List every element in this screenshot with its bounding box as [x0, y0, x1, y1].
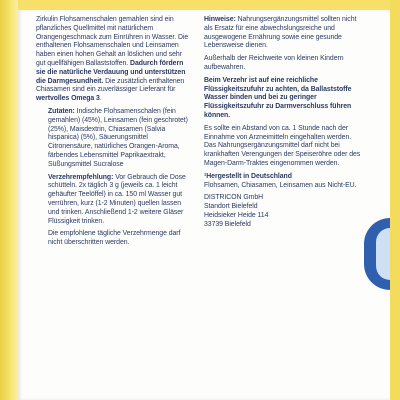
product-description: [36, 16, 192, 104]
description-text: Zirkulin Flohsamenschalen gemahlen sind ein pflanzliches Quellmittel mit natürlichem Orangengeschmack zum Einrühren in Wasser. Die enthaltenen Flohsamenschalen und Leinsamen haben einen hohen Gehalt an löslichen und sehr gut quellfähigen Ballaststoffen.: [36, 16, 189, 67]
origin-heading: ¹Hergestellt in Deutschland: [204, 172, 292, 180]
origin-text: Flohsamen, Chiasamen, Leinsamen aus Nicht-EU.: [204, 181, 357, 189]
usage-heading: Verzehrempfehlung:: [48, 173, 114, 181]
brand-badge-inner: [376, 228, 390, 280]
fluid-warning: Beim Verzehr ist auf eine reichliche Flüssigkeitszufuhr zu achten, da Ballaststoffe Wasser binden und bei zu geringer Flüssigkeitszufuhr zu Darmverschluss führen können.: [204, 76, 352, 119]
ingredients-section: [36, 108, 192, 170]
package-edge-left: [0, 0, 18, 400]
label-right-column: [204, 16, 362, 234]
medication-distance-note: Es sollte ein Abstand von ca. 1 Stunde nach der Einnahme von Arzneimitteln eingehalten werden. Das Nahrungsergänzungsmittel darf nicht bei krankhaften Verengungen der Speiseröhre oder des Magen-Darm-Traktes eingenommen werden.: [204, 124, 361, 167]
description-omega-bold: wertvolles Omega 3: [36, 95, 100, 103]
hints-section: [204, 16, 362, 51]
daily-limit-note: Die empfohlene tägliche Verzehrmenge darf nicht überschritten werden.: [48, 230, 181, 247]
description-omega-text: Die zusätzlich enthaltenen Chiasamen sind ein zuverlässiger Lieferant für: [36, 77, 185, 94]
usage-text: Vor Gebrauch die Dose schütteln. 2x täglich 3 g (jeweils ca. 1 leicht gehäufter Teelöffel) in ca. 150 ml Wasser gut verrühren, kurz (1-2 Minuten) quellen lassen und trinken. Anschließend 1-2 weitere Gläser Flüssigkeit trinken.: [48, 173, 186, 225]
usage-section: [36, 174, 192, 227]
address-company: DISTRICON GmbH: [204, 194, 264, 202]
manufacturer-address: [204, 194, 362, 229]
address-site: Standort Bielefeld: [204, 203, 258, 211]
package-edge-right: [390, 0, 400, 400]
description-benefit: Dadurch fördern sie die natürliche Verdauung und unterstützen die Darmgesundheit.: [36, 59, 186, 85]
address-city: 33739 Bielefeld: [204, 220, 251, 228]
ingredients-heading: Zutaten:: [48, 107, 75, 115]
children-warning: Außerhalb der Reichweite von kleinen Kindern aufbewahren.: [204, 55, 344, 71]
ingredients-text: Indische Flohsamenschalen (fein gemahlen) (45%), Leinsamen (fein geschrotet) (25%), Maisdextrin, Chiasamen (Salvia hispanica) (5%), Säuerungsmittel Citronensäure, natürliches Orangen-Aroma, färbendes Lebensmittel Paprikaextrakt, Süßungsmittel Sucralose: [48, 107, 188, 168]
hints-text: Nahrungsergänzungsmittel sollten nicht als Ersatz für eine abwechslungsreiche und ausgewogene Ernährung sowie eine gesunde Lebensweise dienen.: [204, 16, 357, 50]
origin-section: [204, 173, 362, 191]
address-street: Heidsieker Heide 114: [204, 211, 269, 219]
label-left-column: [36, 16, 192, 252]
hints-heading: Hinweise:: [204, 16, 236, 23]
description-end: .: [99, 95, 102, 103]
